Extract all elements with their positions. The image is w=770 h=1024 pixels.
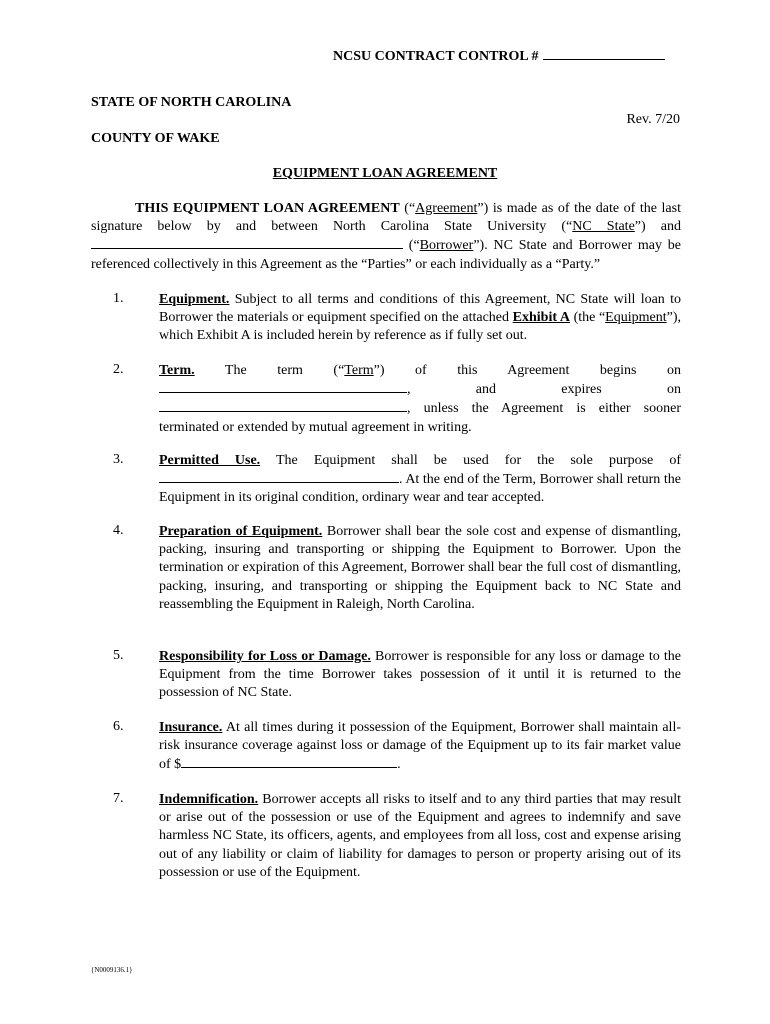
county-heading: COUNTY OF WAKE [91,131,220,146]
section-preparation: Preparation of Equipment. Borrower shall bear the sole cost and expense of dismantling, packing, insuring and transporting or shipping the Equipment to Borrower. Upon the termination or expiration of this Agreement, Borrower shall bear the full cost of dismantling, packing, insuring, and transporting or shipping the Equipment back to NC State and reassembling the Equipment in Raleigh, North Carolina. [159,524,682,612]
intro-paragraph: THIS EQUIPMENT LOAN AGREEMENT (“Agreement”) is made as of the date of the last signature below by and between North Carolina State University (“NC State”) and (“Borrower”). NC State and Borrower may be referenced collectively in this Agreement as the “Parties” or each individually as a “Party.” [91,201,681,272]
insurance-value-blank[interactable] [181,755,397,768]
section-number: 6. [113,719,124,734]
document-title: EQUIPMENT LOAN AGREEMENT [272,166,498,181]
document-id-footer: {N0009136.1} [91,966,133,974]
purpose-blank[interactable] [159,470,399,483]
contract-control-line [333,47,665,65]
section-number: 5. [113,648,124,663]
contract-control-label: NCSU CONTRACT CONTROL # [333,49,539,64]
section-insurance: Insurance. At all times during it possession of the Equipment, Borrower shall maintain all-risk insurance coverage against loss or damage of the Equipment up to its fair market value of $ . [159,720,681,773]
borrower-name-blank[interactable] [91,236,403,249]
section-equipment: Equipment. Subject to all terms and conditions of this Agreement, NC State will loan to Borrower the materials or equipment specified on the attached Exhibit A (the “Equipment”), which Exhibit A is included herein by reference as if fully set out. [159,292,681,344]
section-number: 7. [113,791,124,806]
section-indemnification: Indemnification. Borrower accepts all risks to itself and to any third parties that may result or arise out of the possession or use of the Equipment and agrees to indemnify and save harmless NC State, its officers, agents, and employees from all loss, cost and expense arising out of any liability or claim of liability for damages to person or property arising out of its possession or use of the Equipment. [159,792,681,880]
revision-label: Rev. 7/20 [626,112,680,127]
term-end-blank[interactable] [159,399,407,412]
section-loss-damage: Responsibility for Loss or Damage. Borrower is responsible for any loss or damage to the Equipment from the time Borrower takes possession of it until it is returned to the possession of NC State. [159,649,681,701]
state-heading: STATE OF NORTH CAROLINA [91,95,292,110]
term-start-blank[interactable] [159,380,407,393]
section-number: 4. [113,523,124,538]
section-permitted-use: Permitted Use. The Equipment shall be used for the sole purpose of . At the end of the Term, Borrower shall return the Equipment in its original condition, ordinary wear and tear accepted. [159,453,681,506]
contract-control-blank[interactable] [543,47,665,60]
section-number: 2. [113,362,124,377]
section-term: Term. The term (“Term”) of this Agreement begins on , and expires on , unless the Agreement is either sooner terminated or extended by mutual agreement in writing. [159,363,681,435]
section-number: 1. [113,291,124,306]
section-number: 3. [113,452,124,467]
